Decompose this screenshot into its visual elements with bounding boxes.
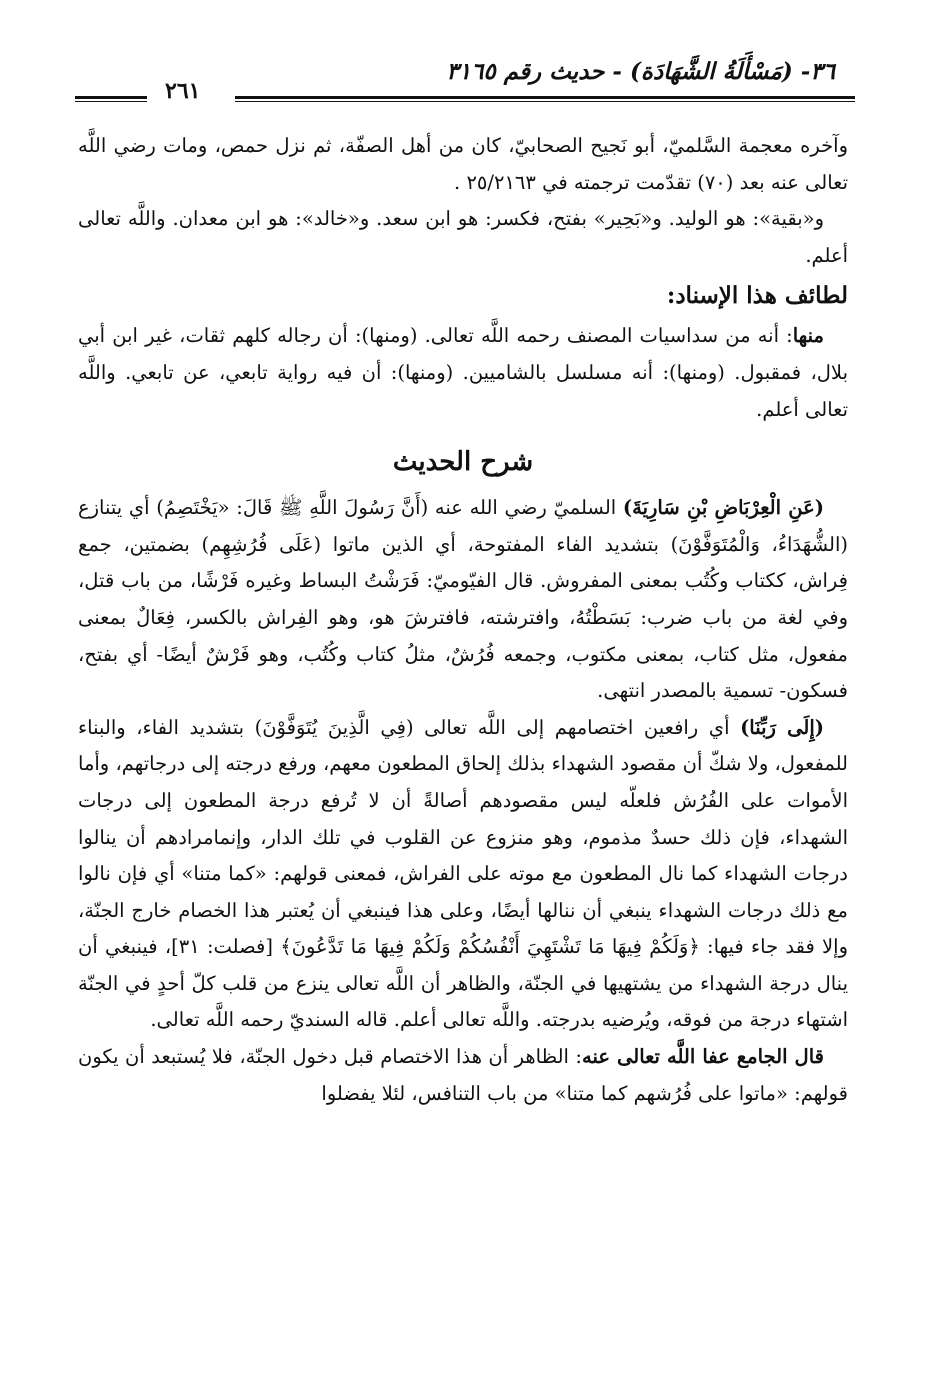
page-body [78, 128, 848, 1112]
section-heading-isnad: لطائف هذا الإسناد: [666, 282, 848, 310]
page-number: ٢٦١ [165, 78, 201, 104]
paragraph-4-text: السلميّ رضي الله عنه (أَنَّ رَسُولَ اللَّهِ ﷺ قَالَ: «يَخْتَصِمُ) أي يتنازع (الشُّهَدَاءُ، وَالْمُتَوَفَّوْنَ) بتشديد الفاء المفتوحة، أي الذين ماتوا (عَلَى فُرُشِهِم) بضمتين، جمع فِراش، ككتاب وكُتُب بمعنى المفروش. قال الفيّوميّ: فَرَشْتُ البساط وغيره فَرْشًا، من باب قتل، وفي لغة من باب ضرب: بَسَطْتُهُ، وافترشته، فافترشَ هو، وهو الفِراش بالكسر، فِعَالٌ بمعنى مفعول، مثل كتاب، بمعنى مكتوب، وجمعه فُرُشٌ، مثلُ كتاب وكُتُب، وهو فَرْشٌ أيضًا- أي بفتح، فسكون- تسمية بالمصدر انتهى. [78, 496, 848, 703]
paragraph-4-lead: (عَنِ الْعِرْبَاضِ بْنِ سَارِيَةَ) [622, 496, 824, 520]
header-title: ٣٦- (مَسْأَلَةُ الشَّهَادَة) - حديث رقم ٣١٦٥ [446, 58, 835, 85]
section-heading-sharh: شرح الحديث [392, 447, 534, 478]
paragraph-2: و«بقية»: هو الوليد. و«بَحِير» بفتح، فكسر: هو ابن سعد. و«خالد»: هو ابن معدان. واللَّه تعالى أعلم. [78, 207, 848, 267]
paragraph-3 [78, 318, 848, 428]
paragraph-6-lead: قال الجامع عفا اللَّه تعالى عنه [581, 1045, 824, 1069]
paragraph-5-lead: (إِلَى رَبِّنَا) [740, 715, 824, 739]
paragraph-3-lead: منها [792, 324, 824, 348]
paragraph-5 [78, 710, 848, 1039]
header-rule [235, 96, 855, 102]
paragraph-6-text: : الظاهر أن هذا الاختصام قبل دخول الجنّة، فلا يُستبعد أن يكون قولهم: «ماتوا على فُرُشهم كما متنا» من باب التنافس، لئلا يفضلوا [78, 1045, 848, 1105]
paragraph-5-text: أي رافعين اختصامهم إلى اللَّه تعالى (فِي الَّذِينَ يُتَوَفَّوْنَ) بتشديد الفاء، والبناء للمفعول، ولا شكّ أن مقصود الشهداء بذلك إلحاق المطعون معهم، ورفع درجته إلى درجاتهم، وأما الأموات على الفُرُش فلعلّه ليس مقصودهم أصالةً أن لا تُرفع درجة المطعون إلى درجات الشهداء، فإن ذلك حسدٌ مذموم، وهو منزوع عن القلوب في تلك الدار، وإنمامرادهم أن ينالوا درجات الشهداء كما نال المطعون مع موته على الفراش، فمعنى قولهم: «كما متنا» أي فإن نالوا مع ذلك درجات الشهداء ينبغي أن ننالها أيضًا، وعلى هذا فينبغي أن يُعتبر هذا الخصام خارج الجنّة، وإلا فقد جاء فيها: ﴿وَلَكُمْ فِيهَا مَا تَشْتَهِيَ أَنْفُسُكُمْ وَلَكُمْ فِيهَا مَا تَدَّعُونَ﴾ [فصلت: ٣١]، فينبغي أن ينال درجة الشهداء من يشتهيها في الجنّة، والظاهر أن اللَّه تعالى ينزع من قلب كلّ أحدٍ في الجنّة اشتهاء درجة من فوقه، ويُرضيه بدرجته. واللَّه تعالى أعلم. قاله السنديّ رحمه اللَّه تعالى. [78, 715, 848, 1032]
paragraph-6 [78, 1039, 848, 1112]
running-header [75, 54, 855, 114]
paragraph-3-text: : أنه من سداسيات المصنف رحمه اللَّه تعالى. (ومنها): أن رجاله كلهم ثقات، غير ابن أبي بلال، فمقبول. (ومنها): أنه مسلسل بالشاميين. (ومنها): أن فيه رواية تابعي، عن تابعي. واللَّه تعالى أعلم. [78, 324, 848, 421]
header-rule-left [75, 96, 147, 102]
paragraph-4 [78, 490, 848, 710]
paragraph-1: وآخره معجمة السَّلميّ، أبو نَجيح الصحابيّ، كان من أهل الصفّة، ثم نزل حمص، ومات رضي اللَّه تعالى عنه بعد (٧٠) تقدّمت ترجمته في ٢٥/٢١٦٣ . [78, 134, 848, 194]
